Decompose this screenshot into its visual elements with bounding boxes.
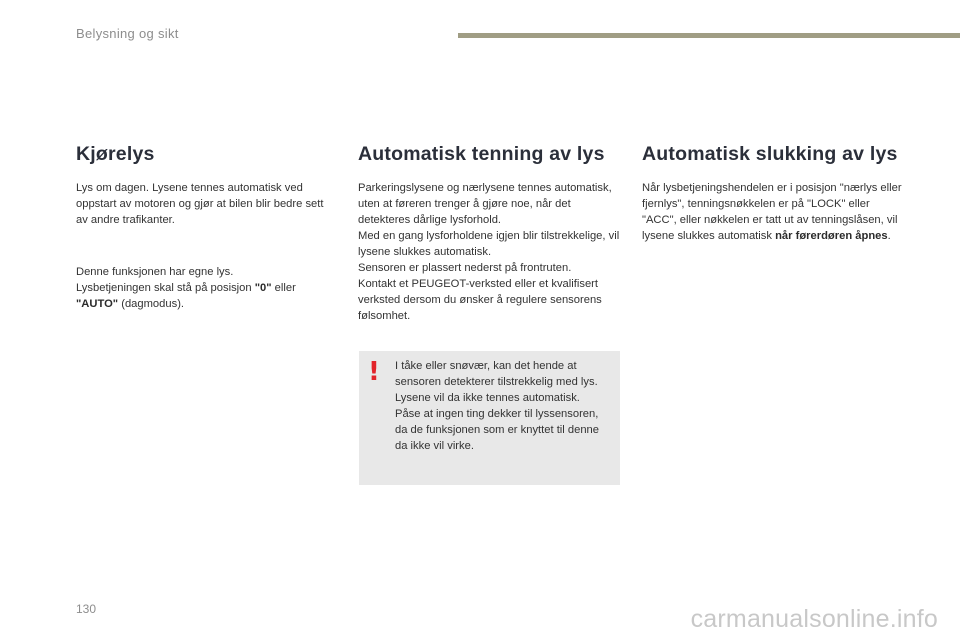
warning-paragraph-2: Påse at ingen ting dekker til lyssensoren, da de funksjonen som er knyttet til denne da ikke vil virke. xyxy=(395,408,599,452)
tenning-paragraph-4: Kontakt et PEUGEOT-verksted eller et kvalifisert verksted dersom du ønsker å regulere sensorens følsomhet. xyxy=(358,278,602,322)
slukking-p1-bold: når førerdøren åpnes xyxy=(775,230,888,242)
kjorelys-p2-bold-0: "0" xyxy=(254,282,272,294)
kjorelys-p2-bold-auto: "AUTO" xyxy=(76,298,119,310)
kjorelys-p2-after: (dagmodus). xyxy=(118,298,185,310)
tenning-paragraph-1: Parkeringslysene og nærlysene tennes automatisk, uten at føreren trenger å gjøre noe, når det detekteres dårlige lysforhold. xyxy=(358,182,612,226)
slukking-p1-text: Når lysbetjeningshendelen er i posisjon "nærlys eller fjernlys", tenningsnøkkelen er på "LOCK" eller "ACC", eller nøkkelen er tatt ut av tenningslåsen, vil lysene slukkes automatisk xyxy=(642,182,902,242)
slukking-heading: Automatisk slukking av lys xyxy=(642,143,898,165)
tenning-paragraph-2: Med en gang lysforholdene igjen blir tilstrekkelige, vil lysene slukkes automatisk. xyxy=(358,230,620,258)
header-section-label: Belysning og sikt xyxy=(76,26,179,41)
kjorelys-heading: Kjørelys xyxy=(76,143,155,165)
watermark: carmanualsonline.info xyxy=(690,605,938,633)
kjorelys-p2-mid: eller xyxy=(271,282,296,294)
column-automatisk-tenning xyxy=(358,143,623,324)
slukking-paragraph-1 xyxy=(642,180,904,244)
warning-paragraph-1: I tåke eller snøvær, kan det hende at sensoren detekterer tilstrekkelig med lys. Lysene vil da ikke tennes automatisk. xyxy=(395,360,598,404)
warning-exclamation-icon: ! xyxy=(368,357,380,387)
slukking-p1-end: . xyxy=(887,230,891,242)
warning-box xyxy=(359,351,620,485)
kjorelys-paragraph-2 xyxy=(76,264,334,312)
tenning-paragraph-3: Sensoren er plassert nederst på frontruten. xyxy=(358,262,572,274)
warning-text xyxy=(395,358,610,454)
kjorelys-paragraph-1: Lys om dagen. Lysene tennes automatisk ved oppstart av motoren og gjør at bilen blir bedre sett av andre trafikanter. xyxy=(76,182,324,226)
header-rule xyxy=(458,33,960,38)
page-number: 130 xyxy=(76,602,97,616)
kjorelys-p2-line2: Lysbetjeningen skal stå på posisjon xyxy=(76,282,255,294)
column-automatisk-slukking xyxy=(642,143,904,244)
tenning-heading: Automatisk tenning av lys xyxy=(358,143,605,165)
kjorelys-p2-line1: Denne funksjonen har egne lys. xyxy=(76,266,234,278)
column-kjorelys xyxy=(76,143,334,312)
